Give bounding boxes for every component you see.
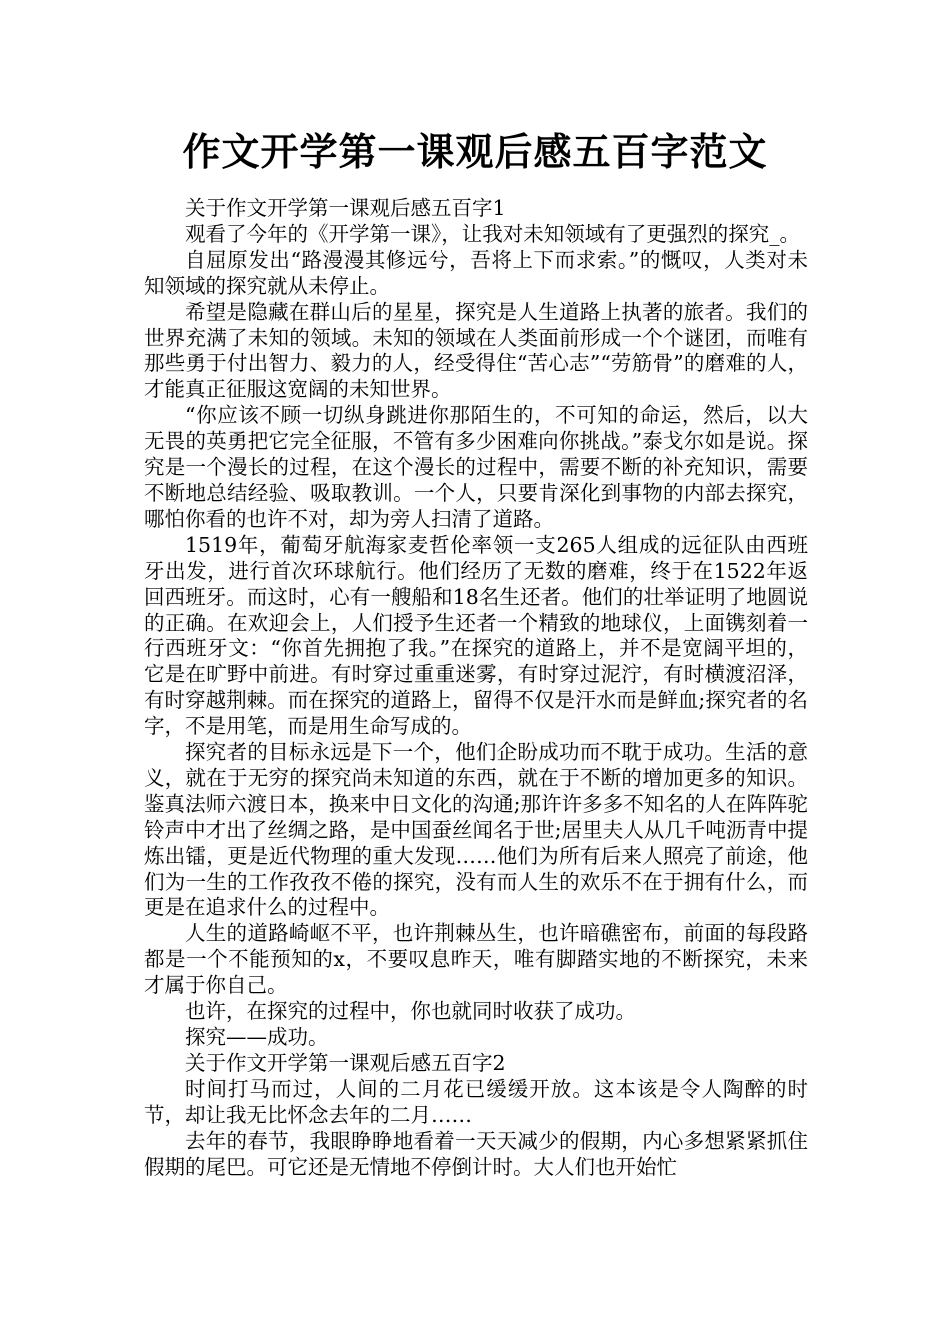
- paragraph: 去年的春节，我眼睁睁地看着一天天减少的假期，内心多想紧紧抓住假期的尾巴。可它还是无情地不停倒计时。大人们也开始忙: [144, 1128, 808, 1179]
- document-body: [144, 196, 808, 1180]
- paragraph: 自屈原发出“路漫漫其修远兮，吾将上下而求索。”的慨叹，人类对未知领域的探究就从未停止。: [144, 247, 808, 298]
- paragraph: 人生的道路崎岖不平，也许荆棘丛生，也许暗礁密布，前面的每段路都是一个不能预知的x，不要叹息昨天，唯有脚踏实地的不断探究，未来才属于你自己。: [144, 921, 808, 998]
- section-heading-1: 关于作文开学第一课观后感五百字1: [185, 196, 506, 220]
- paragraph: 1519年，葡萄牙航海家麦哲伦率领一支265人组成的远征队由西班牙出发，进行首次环球航行。他们经历了无数的磨难，终于在1522年返回西班牙。而这时，心有一艘船和18名生还者。他们的壮举证明了地圆说的正确。在欢迎会上，人们授予生还者一个精致的地球仪，上面镌刻着一行西班牙文：“你首先拥抱了我。”在探究的道路上，并不是宽阔平坦的，它是在旷野中前进。有时穿过重重迷雾，有时穿过泥泞，有时横渡沼泽，有时穿越荆棘。而在探究的道路上，留得不仅是汗水而是鲜血;探究者的名字，不是用笔，而是用生命写成的。: [144, 532, 808, 739]
- paragraph: 时间打马而过，人间的二月花已缓缓开放。这本该是令人陶醉的时节，却让我无比怀念去年的二月……: [144, 1076, 808, 1127]
- paragraph: 也许，在探究的过程中，你也就同时收获了成功。: [185, 999, 636, 1024]
- paragraph: 探究者的目标永远是下一个，他们企盼成功而不耽于成功。生活的意义，就在于无穷的探究尚未知道的东西，就在于不断的增加更多的知识。鉴真法师六渡日本，换来中日文化的沟通;那许许多多不知名的人在阵阵驼铃声中才出了丝绸之路，是中国蚕丝闻名于世;居里夫人从几千吨沥青中提炼出镭，更是近代物理的重大发现……他们为所有后来人照亮了前途，他们为一生的工作孜孜不倦的探究，没有而人生的欢乐不在于拥有什么，而更是在追求什么的过程中。: [144, 740, 808, 920]
- page-title: 作文开学第一课观后感五百字范文: [182, 130, 768, 174]
- paragraph: 探究——成功。: [185, 1025, 329, 1049]
- paragraph: 观看了今年的《开学第一课》，让我对未知领域有了更强烈的探究_。: [185, 221, 800, 246]
- section-heading-2: 关于作文开学第一课观后感五百字2: [185, 1050, 506, 1075]
- paragraph: 希望是隐藏在群山后的星星，探究是人生道路上执著的旅者。我们的世界充满了未知的领域。未知的领域在人类面前形成一个个谜团，而唯有那些勇于付出智力、毅力的人，经受得住“苦心志”“劳筋骨”的磨难的人，才能真正征服这宽阔的未知世界。: [144, 299, 808, 402]
- paragraph: “你应该不顾一切纵身跳进你那陌生的，不可知的命运，然后，以大无畏的英勇把它完全征服，不管有多少困难向你挑战。”泰戈尔如是说。探究是一个漫长的过程，在这个漫长的过程中，需要不断的补充知识，需要不断地总结经验、吸取教训。一个人，只要肯深化到事物的内部去探究，哪怕你看的也许不对，却为旁人扫清了道路。: [144, 403, 808, 531]
